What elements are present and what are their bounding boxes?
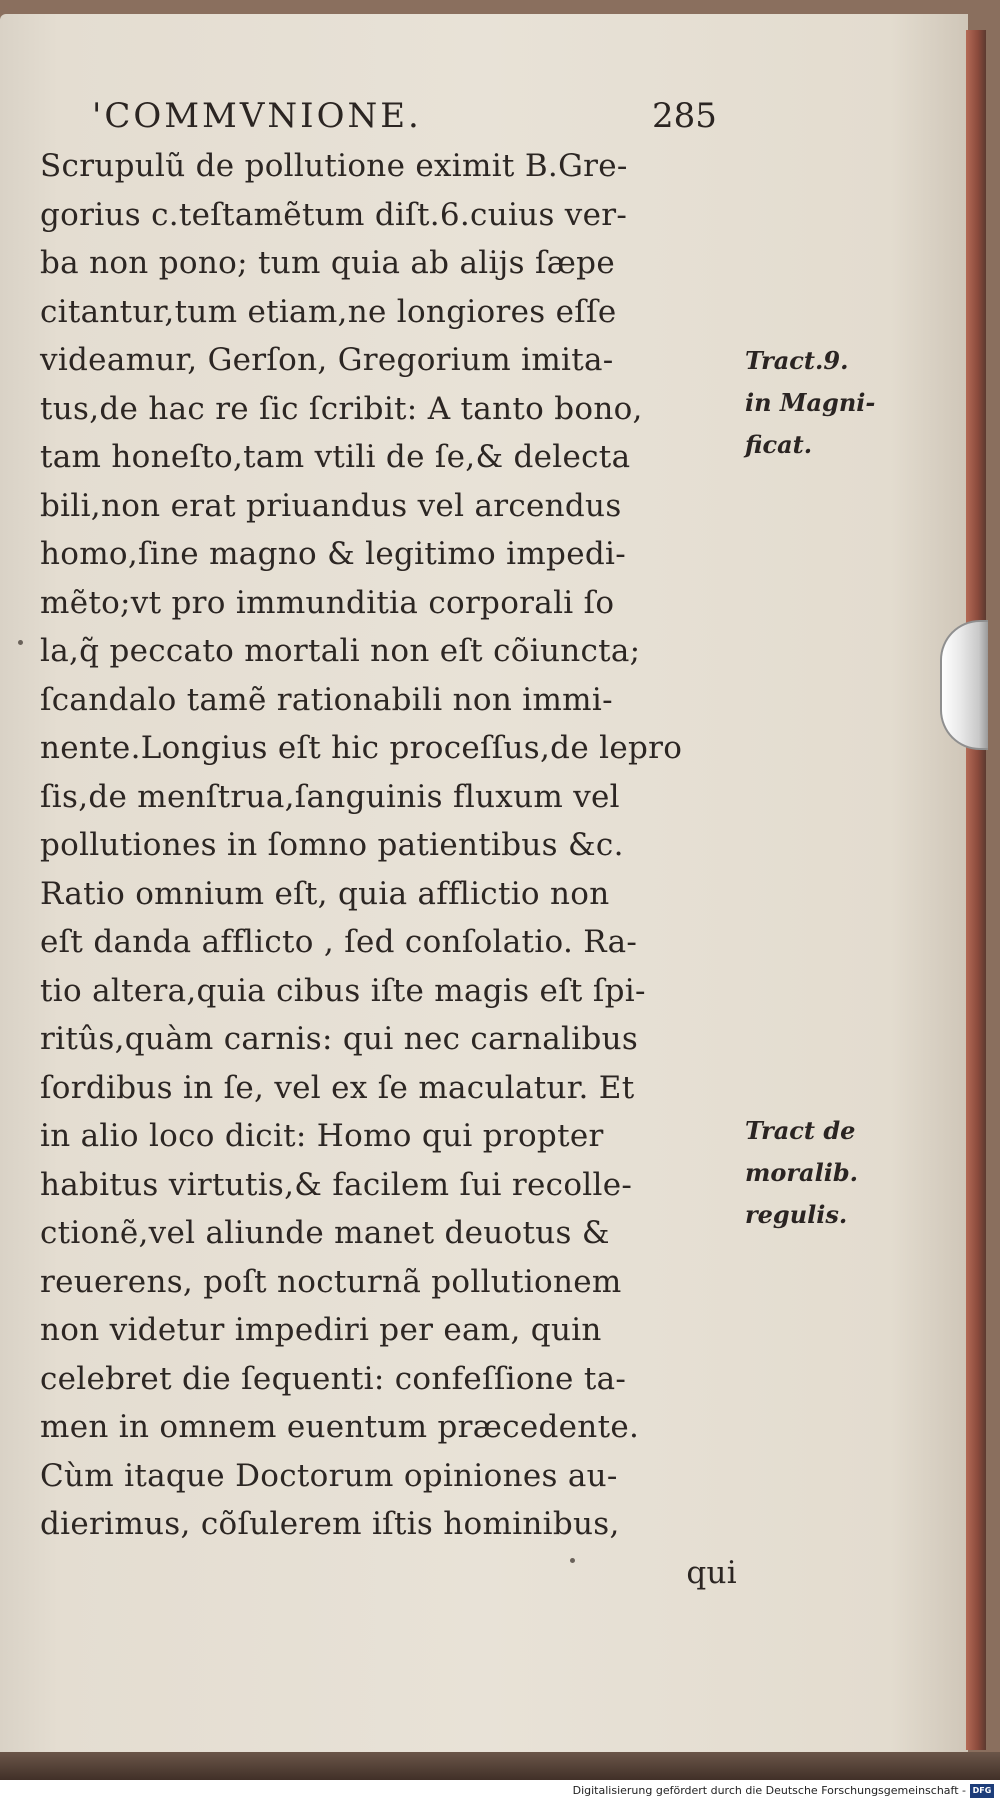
text-line: pollutiones in ſomno patientibus &c. (40, 827, 624, 863)
margin-note-line: regulis. (745, 1200, 848, 1229)
body-text (40, 142, 745, 1597)
text-line: non videtur impediri per eam, quin (40, 1312, 602, 1348)
text-line: la,q̃ peccato mortali non eſt cõiuncta; (40, 633, 641, 669)
funding-credit: Digitalisierung gefördert durch die Deutsche Forschungsgemeinschaft - (572, 1784, 966, 1797)
text-line: nente.Longius eſt hic proceſſus,de lepro (40, 730, 683, 766)
text-line: tam honeſto,tam vtili de ſe,& delecta (40, 439, 631, 475)
text-line: dierimus, cõſulerem iſtis hominibus, (40, 1506, 620, 1542)
text-line: in alio loco dicit: Homo qui propter (40, 1118, 604, 1154)
running-head: 'COMMVNIONE. (92, 96, 422, 136)
ink-spot (18, 640, 23, 645)
text-line: eſt danda afflicto , ſed conſolatio. Ra- (40, 924, 638, 960)
text-line: ba non pono; tum quia ab alijs ſæpe (40, 245, 615, 281)
page-number: 285 (652, 96, 717, 136)
text-line: Cùm itaque Doctorum opiniones au- (40, 1457, 618, 1494)
text-line: tus,de hac re ſic ſcribit: A tanto bono, (40, 390, 643, 427)
text-line: Ratio omnium eſt, quia afflictio non (40, 875, 610, 912)
text-line: reuerens, poſt nocturnã pollutionem (40, 1263, 622, 1300)
margin-note-2 (745, 1110, 905, 1236)
text-line: ſis,de menſtrua,ſanguinis fluxum vel (40, 778, 620, 815)
text-line: citantur,tum etiam,ne longiores eſſe (40, 293, 617, 330)
text-line: ſordibus in ſe, vel ex ſe maculatur. Et (40, 1069, 635, 1106)
text-line: mẽto;vt pro immunditia corporali ſo (40, 584, 615, 621)
text-line: men in omnem euentum præcedente. (40, 1409, 640, 1445)
ink-spot (570, 1558, 575, 1563)
text-line: bili,non erat priuandus vel arcendus (40, 487, 622, 524)
text-line: gorius c.teſtamẽtum diſt.6.cuius ver- (40, 196, 628, 233)
book-bottom-edge (0, 1752, 1000, 1780)
text-line: tio altera,quia cibus iſte magis eſt ſpi- (40, 972, 646, 1009)
book-edge (966, 30, 986, 1750)
text-line: ritûs,quàm carnis: qui nec carnalibus (40, 1021, 639, 1057)
text-line: Scrupulũ de pollutione eximit B.Gre- (40, 148, 628, 184)
dfg-logo: DFG (970, 1784, 994, 1798)
margin-note-line: ficat. (745, 430, 813, 459)
margin-note-line: in Magni- (745, 388, 876, 417)
text-line: celebret die ſequenti: confeſſione ta- (40, 1360, 627, 1397)
text-line: habitus virtutis,& facilem ſui recolle- (40, 1166, 633, 1203)
clasp-highlight (940, 620, 988, 750)
margin-note-line: moralib. (745, 1158, 858, 1187)
margin-note-line: Tract.9. (745, 346, 849, 375)
text-line: ctionẽ,vel aliunde manet deuotus & (40, 1215, 610, 1251)
text-line: videamur, Gerſon, Gregorium imita- (40, 342, 614, 378)
margin-note-line: Tract de (745, 1116, 856, 1145)
catchword: qui (686, 1554, 737, 1591)
text-line: homo,ſine magno & legitimo impedi- (40, 536, 626, 572)
margin-note-1 (745, 340, 905, 466)
text-line: ſcandalo tamẽ rationabili non immi- (40, 681, 613, 718)
